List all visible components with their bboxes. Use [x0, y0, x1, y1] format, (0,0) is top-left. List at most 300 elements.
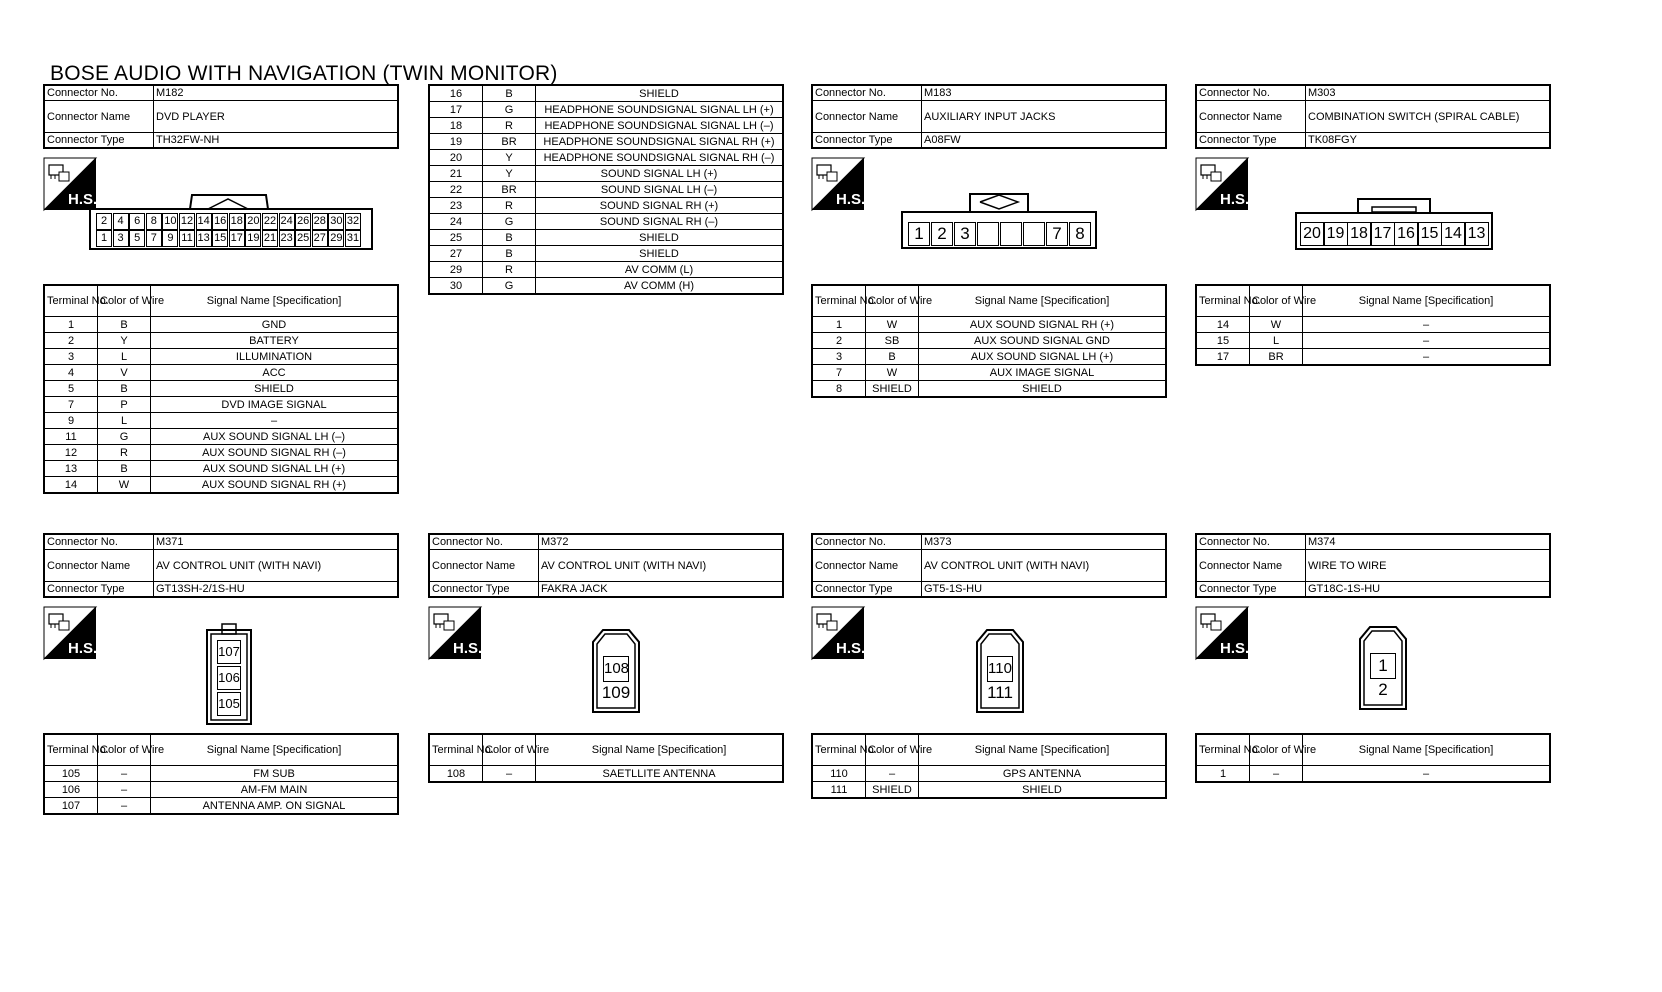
- wire-color: R: [483, 198, 536, 214]
- connector-pin: 21: [262, 230, 278, 247]
- terminal-no: 1: [812, 317, 866, 333]
- table-row: [812, 782, 1166, 799]
- connector-pin: 105: [217, 692, 241, 716]
- terminal-no: 16: [429, 85, 483, 102]
- connector-type-label: Connector Type: [429, 582, 539, 598]
- connector-pin: 1: [1370, 653, 1396, 679]
- connector-m371-info: [43, 533, 399, 598]
- wire-color: Y: [483, 166, 536, 182]
- wire-color: W: [866, 365, 919, 381]
- terminal-no: 2: [44, 333, 98, 349]
- table-row: [429, 766, 783, 783]
- color-header: Color of Wire: [866, 285, 919, 317]
- connector-pin: 108: [603, 656, 629, 682]
- wire-color: SB: [866, 333, 919, 349]
- signal-name: AUX SOUND SIGNAL RH (–): [151, 445, 399, 461]
- wire-color: BR: [1250, 349, 1303, 366]
- wire-color: Y: [98, 333, 151, 349]
- table-row: [44, 445, 398, 461]
- terminal-no: 2: [812, 333, 866, 349]
- table-row: [429, 150, 783, 166]
- connector-type-value: GT18C-1S-HU: [1306, 582, 1551, 598]
- connector-pin: 16: [212, 213, 228, 230]
- connector-pin: 110: [987, 656, 1013, 682]
- color-header: Color of Wire: [1250, 734, 1303, 766]
- table-row: [429, 246, 783, 262]
- wire-color: R: [483, 262, 536, 278]
- connector-pin: 3: [954, 222, 976, 246]
- table-row: [812, 349, 1166, 365]
- table-row: [429, 118, 783, 134]
- svg-text:H.S.: H.S.: [1220, 191, 1250, 208]
- wire-color: B: [483, 230, 536, 246]
- signal-name: GPS ANTENNA: [919, 766, 1167, 782]
- connector-no-label: Connector No.: [1196, 534, 1306, 550]
- table-row: [44, 782, 398, 798]
- connector-pin: 4: [113, 213, 129, 230]
- terminal-no: 23: [429, 198, 483, 214]
- wire-color: B: [98, 317, 151, 333]
- connector-m373-pin-table: [811, 733, 1167, 799]
- connector-pin: 8: [1069, 222, 1091, 246]
- connector-no-value: M373: [922, 534, 1167, 550]
- wire-color: –: [98, 766, 151, 782]
- connector-m183-face: [900, 192, 1098, 250]
- connector-pin: 17: [1371, 222, 1395, 246]
- signal-name: –: [1303, 317, 1551, 333]
- signal-name: AUX SOUND SIGNAL LH (+): [151, 461, 399, 477]
- terminal-no: 14: [44, 477, 98, 494]
- connector-pin: 13: [1465, 222, 1489, 246]
- signal-name: –: [151, 413, 399, 429]
- signal-name: AUX SOUND SIGNAL GND: [919, 333, 1167, 349]
- connector-pin: 14: [1441, 222, 1465, 246]
- connector-m183-pin-table: [811, 284, 1167, 398]
- terminal-no: 30: [429, 278, 483, 295]
- table-row: [44, 461, 398, 477]
- connector-type-label: Connector Type: [1196, 133, 1306, 149]
- svg-text:H.S.: H.S.: [836, 191, 866, 208]
- terminal-no: 8: [812, 381, 866, 398]
- wire-color: L: [98, 413, 151, 429]
- connector-m303-info: [1195, 84, 1551, 149]
- signal-name: AM-FM MAIN: [151, 782, 399, 798]
- terminal-no: 18: [429, 118, 483, 134]
- terminal-header: Terminal No.: [1196, 285, 1250, 317]
- connector-pin: 107: [217, 640, 241, 664]
- signal-name: AUX SOUND SIGNAL RH (+): [151, 477, 399, 494]
- signal-name: AUX IMAGE SIGNAL: [919, 365, 1167, 381]
- connector-pin: 14: [196, 213, 212, 230]
- connector-pin: 16: [1394, 222, 1418, 246]
- wire-color: P: [98, 397, 151, 413]
- wire-color: SHIELD: [866, 782, 919, 799]
- signal-name: SAETLLITE ANTENNA: [536, 766, 784, 783]
- color-header: Color of Wire: [1250, 285, 1303, 317]
- table-row: [44, 317, 398, 333]
- connector-name-label: Connector Name: [812, 101, 922, 133]
- table-row: [812, 381, 1166, 398]
- wire-color: W: [1250, 317, 1303, 333]
- connector-m374-pin-table: [1195, 733, 1551, 783]
- terminal-no: 27: [429, 246, 483, 262]
- connector-pin: 2: [1378, 680, 1388, 699]
- connector-pin: 2: [96, 213, 112, 230]
- terminal-no: 105: [44, 766, 98, 782]
- table-row: [429, 198, 783, 214]
- connector-pin: 17: [229, 230, 245, 247]
- connector-pin: 3: [113, 230, 129, 247]
- terminal-no: 15: [1196, 333, 1250, 349]
- signal-name: AUX SOUND SIGNAL LH (–): [151, 429, 399, 445]
- connector-pin: 29: [328, 230, 344, 247]
- connector-pin: 11: [179, 230, 195, 247]
- wire-color: W: [866, 317, 919, 333]
- signal-name: GND: [151, 317, 399, 333]
- connector-pin: [1023, 222, 1045, 246]
- connector-name-label: Connector Name: [429, 550, 539, 582]
- connector-pin: 15: [212, 230, 228, 247]
- signal-name: BATTERY: [151, 333, 399, 349]
- signal-name: HEADPHONE SOUNDSIGNAL SIGNAL RH (+): [536, 134, 784, 150]
- table-row: [44, 365, 398, 381]
- svg-text:H.S.: H.S.: [453, 640, 483, 657]
- wire-color: –: [98, 782, 151, 798]
- hs-icon: [1196, 607, 1248, 659]
- connector-pin: 20: [245, 213, 261, 230]
- terminal-no: 7: [44, 397, 98, 413]
- connector-m372-face: [591, 628, 641, 714]
- signal-header: Signal Name [Specification]: [1303, 734, 1551, 766]
- wire-color: G: [483, 278, 536, 295]
- signal-header: Signal Name [Specification]: [151, 734, 399, 766]
- terminal-header: Terminal No.: [429, 734, 483, 766]
- terminal-no: 1: [1196, 766, 1250, 783]
- connector-pin: 12: [179, 213, 195, 230]
- connector-no-label: Connector No.: [44, 85, 154, 101]
- table-row: [44, 381, 398, 397]
- connector-type-label: Connector Type: [812, 582, 922, 598]
- connector-m303-pin-table: [1195, 284, 1551, 366]
- table-row: [429, 166, 783, 182]
- connector-no-value: M372: [539, 534, 784, 550]
- wire-color: B: [98, 381, 151, 397]
- svg-text:H.S.: H.S.: [836, 640, 866, 657]
- wire-color: –: [483, 766, 536, 783]
- wire-color: G: [483, 214, 536, 230]
- table-row: [1196, 349, 1550, 366]
- terminal-no: 22: [429, 182, 483, 198]
- terminal-no: 17: [429, 102, 483, 118]
- color-header: Color of Wire: [483, 734, 536, 766]
- signal-name: SHIELD: [151, 381, 399, 397]
- connector-m182-info: [43, 84, 399, 149]
- signal-name: SHIELD: [536, 246, 784, 262]
- connector-m182-pin-table-cont: [428, 84, 784, 295]
- hs-icon: [44, 607, 96, 659]
- connector-m183-info: [811, 84, 1167, 149]
- table-row: [429, 134, 783, 150]
- signal-name: SHIELD: [919, 782, 1167, 799]
- terminal-no: 110: [812, 766, 866, 782]
- connector-pin: 6: [129, 213, 145, 230]
- wire-color: BR: [483, 182, 536, 198]
- wire-color: G: [98, 429, 151, 445]
- connector-name-value: AV CONTROL UNIT (WITH NAVI): [539, 550, 784, 582]
- connector-type-value: TH32FW-NH: [154, 133, 399, 149]
- hs-icon: [812, 158, 864, 210]
- connector-m374-face: [1358, 625, 1408, 711]
- table-row: [44, 397, 398, 413]
- connector-m373-face: [975, 628, 1025, 714]
- connector-pin: 109: [601, 683, 631, 702]
- table-row: [429, 102, 783, 118]
- connector-no-value: M303: [1306, 85, 1551, 101]
- connector-pin: 7: [146, 230, 162, 247]
- terminal-no: 4: [44, 365, 98, 381]
- wire-color: BR: [483, 134, 536, 150]
- connector-pin: 15: [1418, 222, 1442, 246]
- connector-pin: 19: [245, 230, 261, 247]
- connector-no-value: M371: [154, 534, 399, 550]
- terminal-no: 107: [44, 798, 98, 815]
- connector-name-label: Connector Name: [812, 550, 922, 582]
- wire-color: –: [1250, 766, 1303, 783]
- connector-no-value: M182: [154, 85, 399, 101]
- terminal-no: 106: [44, 782, 98, 798]
- connector-pin: 31: [345, 230, 361, 247]
- terminal-no: 24: [429, 214, 483, 230]
- table-row: [429, 182, 783, 198]
- color-header: Color of Wire: [98, 734, 151, 766]
- table-row: [1196, 333, 1550, 349]
- connector-type-value: A08FW: [922, 133, 1167, 149]
- signal-name: SOUND SIGNAL LH (–): [536, 182, 784, 198]
- connector-pin: 20: [1300, 222, 1324, 246]
- terminal-header: Terminal No.: [812, 734, 866, 766]
- connector-pin: 5: [129, 230, 145, 247]
- table-row: [44, 349, 398, 365]
- terminal-no: 1: [44, 317, 98, 333]
- signal-name: ANTENNA AMP. ON SIGNAL: [151, 798, 399, 815]
- signal-name: –: [1303, 349, 1551, 366]
- svg-text:H.S.: H.S.: [68, 640, 98, 657]
- signal-name: ACC: [151, 365, 399, 381]
- connector-no-label: Connector No.: [44, 534, 154, 550]
- table-row: [1196, 317, 1550, 333]
- table-row: [429, 278, 783, 295]
- signal-header: Signal Name [Specification]: [151, 285, 399, 317]
- connector-m371-face: [205, 622, 253, 726]
- wire-color: L: [1250, 333, 1303, 349]
- table-row: [429, 214, 783, 230]
- terminal-header: Terminal No.: [812, 285, 866, 317]
- connector-type-label: Connector Type: [44, 133, 154, 149]
- terminal-no: 108: [429, 766, 483, 783]
- terminal-no: 29: [429, 262, 483, 278]
- connector-name-label: Connector Name: [1196, 550, 1306, 582]
- terminal-no: 9: [44, 413, 98, 429]
- connector-m182-pin-table: [43, 284, 399, 494]
- connector-pin: 23: [279, 230, 295, 247]
- table-row: [44, 766, 398, 782]
- connector-pin: 26: [295, 213, 311, 230]
- terminal-no: 12: [44, 445, 98, 461]
- signal-name: SOUND SIGNAL RH (+): [536, 198, 784, 214]
- connector-type-value: TK08FGY: [1306, 133, 1551, 149]
- terminal-header: Terminal No.: [1196, 734, 1250, 766]
- connector-no-label: Connector No.: [1196, 85, 1306, 101]
- wire-color: B: [866, 349, 919, 365]
- wire-color: R: [483, 118, 536, 134]
- connector-no-value: M374: [1306, 534, 1551, 550]
- wire-color: B: [483, 85, 536, 102]
- table-row: [429, 230, 783, 246]
- wire-color: –: [98, 798, 151, 815]
- wire-color: G: [483, 102, 536, 118]
- connector-pin: 13: [196, 230, 212, 247]
- wire-color: B: [483, 246, 536, 262]
- signal-name: SOUND SIGNAL LH (+): [536, 166, 784, 182]
- table-row: [812, 766, 1166, 782]
- connector-pin: 1: [96, 230, 112, 247]
- connector-pin: 1: [908, 222, 930, 246]
- connector-name-value: COMBINATION SWITCH (SPIRAL CABLE): [1306, 101, 1551, 133]
- signal-name: SHIELD: [919, 381, 1167, 398]
- connector-name-value: DVD PLAYER: [154, 101, 399, 133]
- hs-icon: [429, 607, 481, 659]
- connector-pin: 18: [229, 213, 245, 230]
- signal-name: SHIELD: [536, 230, 784, 246]
- color-header: Color of Wire: [866, 734, 919, 766]
- wire-color: V: [98, 365, 151, 381]
- connector-name-label: Connector Name: [1196, 101, 1306, 133]
- connector-pin: 18: [1347, 222, 1371, 246]
- terminal-no: 111: [812, 782, 866, 799]
- connector-name-label: Connector Name: [44, 550, 154, 582]
- table-row: [44, 477, 398, 494]
- connector-no-label: Connector No.: [429, 534, 539, 550]
- connector-pin: 25: [295, 230, 311, 247]
- signal-name: FM SUB: [151, 766, 399, 782]
- connector-pin: 7: [1046, 222, 1068, 246]
- connector-type-label: Connector Type: [44, 582, 154, 598]
- connector-m182-face: [88, 193, 374, 251]
- svg-text:H.S.: H.S.: [68, 191, 98, 208]
- connector-no-value: M183: [922, 85, 1167, 101]
- hs-icon: [812, 607, 864, 659]
- terminal-no: 19: [429, 134, 483, 150]
- connector-no-label: Connector No.: [812, 534, 922, 550]
- hs-icon: [1196, 158, 1248, 210]
- connector-no-label: Connector No.: [812, 85, 922, 101]
- page-title: BOSE AUDIO WITH NAVIGATION (TWIN MONITOR): [50, 62, 558, 85]
- signal-name: AV COMM (L): [536, 262, 784, 278]
- connector-pin: 24: [279, 213, 295, 230]
- terminal-no: 17: [1196, 349, 1250, 366]
- signal-name: ILLUMINATION: [151, 349, 399, 365]
- connector-type-label: Connector Type: [812, 133, 922, 149]
- table-row: [44, 429, 398, 445]
- connector-m371-pin-table: [43, 733, 399, 815]
- signal-name: HEADPHONE SOUNDSIGNAL SIGNAL LH (+): [536, 102, 784, 118]
- connector-pin: [1000, 222, 1022, 246]
- color-header: Color of Wire: [98, 285, 151, 317]
- signal-header: Signal Name [Specification]: [536, 734, 784, 766]
- connector-m374-info: [1195, 533, 1551, 598]
- signal-name: –: [1303, 766, 1551, 783]
- connector-type-value: FAKRA JACK: [539, 582, 784, 598]
- terminal-no: 13: [44, 461, 98, 477]
- table-row: [812, 365, 1166, 381]
- table-row: [812, 333, 1166, 349]
- table-row: [812, 317, 1166, 333]
- terminal-header: Terminal No.: [44, 734, 98, 766]
- terminal-no: 21: [429, 166, 483, 182]
- signal-header: Signal Name [Specification]: [919, 734, 1167, 766]
- connector-pin: 8: [146, 213, 162, 230]
- wire-color: R: [98, 445, 151, 461]
- connector-m373-info: [811, 533, 1167, 598]
- table-row: [44, 413, 398, 429]
- connector-m372-info: [428, 533, 784, 598]
- connector-pin: [977, 222, 999, 246]
- connector-pin: 9: [162, 230, 178, 247]
- connector-pin: 27: [312, 230, 328, 247]
- connector-pin: 106: [217, 666, 241, 690]
- connector-type-label: Connector Type: [1196, 582, 1306, 598]
- signal-name: SOUND SIGNAL RH (–): [536, 214, 784, 230]
- signal-name: AUX SOUND SIGNAL RH (+): [919, 317, 1167, 333]
- connector-m303-face: [1294, 197, 1494, 251]
- table-row: [1196, 766, 1550, 783]
- terminal-no: 11: [44, 429, 98, 445]
- connector-pin: 28: [312, 213, 328, 230]
- connector-pin: 30: [328, 213, 344, 230]
- terminal-no: 14: [1196, 317, 1250, 333]
- wire-color: Y: [483, 150, 536, 166]
- terminal-no: 7: [812, 365, 866, 381]
- signal-name: –: [1303, 333, 1551, 349]
- table-row: [429, 85, 783, 102]
- connector-pin: 10: [162, 213, 178, 230]
- table-row: [429, 262, 783, 278]
- terminal-no: 3: [44, 349, 98, 365]
- connector-pin: 19: [1324, 222, 1348, 246]
- signal-name: DVD IMAGE SIGNAL: [151, 397, 399, 413]
- svg-text:H.S.: H.S.: [1220, 640, 1250, 657]
- terminal-no: 25: [429, 230, 483, 246]
- connector-name-label: Connector Name: [44, 101, 154, 133]
- wire-color: –: [866, 766, 919, 782]
- wire-color: SHIELD: [866, 381, 919, 398]
- table-row: [44, 333, 398, 349]
- signal-name: AV COMM (H): [536, 278, 784, 295]
- connector-name-value: WIRE TO WIRE: [1306, 550, 1551, 582]
- connector-m372-pin-table: [428, 733, 784, 783]
- connector-name-value: AUXILIARY INPUT JACKS: [922, 101, 1167, 133]
- terminal-no: 20: [429, 150, 483, 166]
- signal-name: AUX SOUND SIGNAL LH (+): [919, 349, 1167, 365]
- signal-name: HEADPHONE SOUNDSIGNAL SIGNAL RH (–): [536, 150, 784, 166]
- wire-color: B: [98, 461, 151, 477]
- wire-color: W: [98, 477, 151, 494]
- connector-name-value: AV CONTROL UNIT (WITH NAVI): [154, 550, 399, 582]
- table-row: [44, 798, 398, 815]
- signal-name: SHIELD: [536, 85, 784, 102]
- signal-header: Signal Name [Specification]: [919, 285, 1167, 317]
- terminal-no: 5: [44, 381, 98, 397]
